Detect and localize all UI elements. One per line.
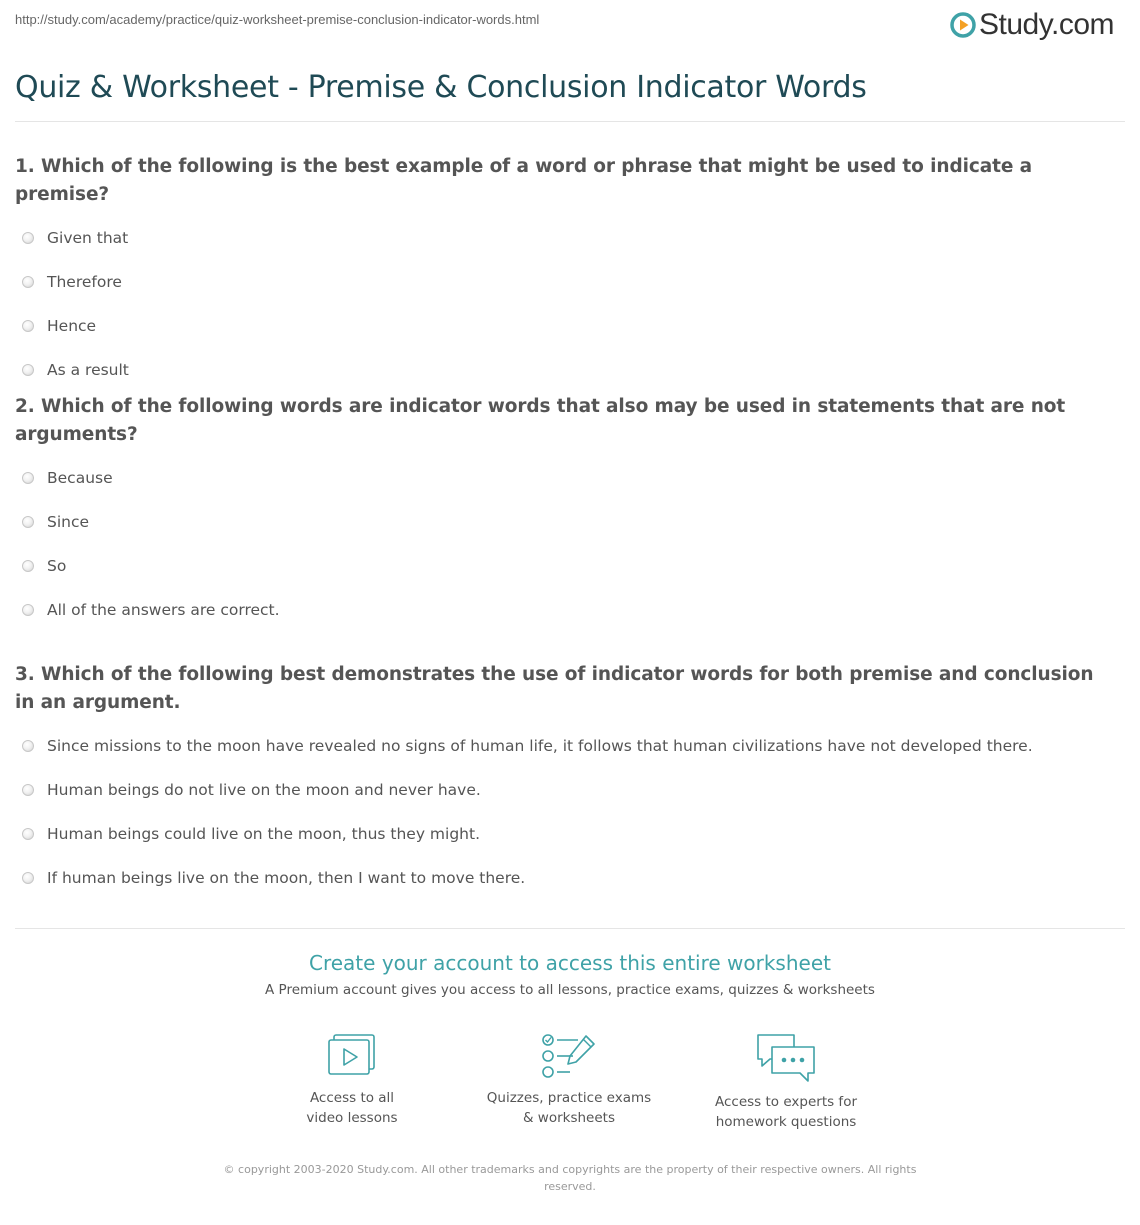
create-account-link[interactable]: Create your account to access this entire worksheet xyxy=(309,951,831,975)
answer-option[interactable] xyxy=(15,260,1115,304)
answer-label: Hence xyxy=(47,317,97,335)
page-title: Quiz & Worksheet - Premise & Conclusion Indicator Words xyxy=(15,70,867,105)
answer-option[interactable] xyxy=(15,500,1115,544)
radio-button[interactable] xyxy=(22,560,34,572)
play-logo-icon xyxy=(950,12,976,38)
study-logo[interactable] xyxy=(950,8,1114,42)
answer-option[interactable] xyxy=(15,544,1115,588)
feature-line: Access to experts for xyxy=(714,1094,857,1110)
cta-divider xyxy=(15,928,1125,929)
radio-button[interactable] xyxy=(22,276,34,288)
radio-button[interactable] xyxy=(22,472,34,484)
answer-label: Human beings could live on the moon, thus they might. xyxy=(47,825,481,843)
radio-button[interactable] xyxy=(22,872,34,884)
answer-option[interactable] xyxy=(15,812,1115,856)
answer-label: Because xyxy=(47,469,113,487)
answer-option[interactable] xyxy=(15,856,1115,900)
answer-option[interactable] xyxy=(15,304,1115,348)
answer-label: If human beings live on the moon, then I want to move there. xyxy=(47,869,526,887)
page-url: http://study.com/academy/practice/quiz-worksheet-premise-conclusion-indicator-words.html xyxy=(15,12,540,27)
question-text: 2. Which of the following words are indicator words that also may be used in statements that are not arguments? xyxy=(15,396,1066,445)
copyright-notice xyxy=(210,1161,930,1195)
feature-video-lessons xyxy=(242,1032,462,1128)
radio-button[interactable] xyxy=(22,516,34,528)
answer-label: Given that xyxy=(47,229,129,247)
answer-option[interactable] xyxy=(15,768,1115,812)
quiz-checklist-icon xyxy=(540,1032,598,1080)
question-1 xyxy=(15,153,1115,392)
radio-button[interactable] xyxy=(22,828,34,840)
premium-description: A Premium account gives you access to all lessons, practice exams, quizzes & worksheets xyxy=(265,982,875,998)
answer-label: Since missions to the moon have revealed no signs of human life, it follows that human civilizations have not developed there. xyxy=(47,737,1033,755)
feature-line: video lessons xyxy=(306,1110,398,1126)
title-divider xyxy=(15,121,1125,122)
radio-button[interactable] xyxy=(22,232,34,244)
radio-button[interactable] xyxy=(22,740,34,752)
chat-bubbles-icon xyxy=(754,1032,818,1084)
answer-label: As a result xyxy=(47,361,129,379)
answer-option[interactable] xyxy=(15,348,1115,392)
answer-label: So xyxy=(47,557,67,575)
feature-quizzes xyxy=(459,1032,679,1128)
question-text: 1. Which of the following is the best example of a word or phrase that might be used to indicate a premise? xyxy=(15,156,1032,205)
answer-option[interactable] xyxy=(15,216,1115,260)
answer-option[interactable] xyxy=(15,588,1115,632)
radio-button[interactable] xyxy=(22,604,34,616)
feature-experts xyxy=(676,1032,896,1132)
answer-option[interactable] xyxy=(15,456,1115,500)
copyright-line: © copyright 2003-2020 Study.com. All other trademarks and copyrights are the property of their respective owners. All rights xyxy=(223,1163,917,1176)
feature-line: homework questions xyxy=(715,1114,857,1130)
radio-button[interactable] xyxy=(22,784,34,796)
answer-label: All of the answers are correct. xyxy=(47,601,280,619)
answer-label: Therefore xyxy=(47,273,122,291)
video-lessons-icon xyxy=(324,1032,380,1080)
answer-label: Human beings do not live on the moon and never have. xyxy=(47,781,481,799)
feature-line: Access to all xyxy=(309,1090,395,1106)
radio-button[interactable] xyxy=(22,364,34,376)
copyright-line: reserved. xyxy=(544,1180,596,1193)
radio-button[interactable] xyxy=(22,320,34,332)
answer-label: Since xyxy=(47,513,90,531)
feature-line: Quizzes, practice exams xyxy=(486,1090,652,1106)
question-2 xyxy=(15,393,1115,632)
question-text: 3. Which of the following best demonstrates the use of indicator words for both premise and conclusion in an argument. xyxy=(15,664,1094,713)
answer-option[interactable] xyxy=(15,724,1115,768)
question-3 xyxy=(15,661,1115,900)
feature-line: & worksheets xyxy=(522,1110,615,1126)
logo-text: Study.com xyxy=(979,8,1114,41)
